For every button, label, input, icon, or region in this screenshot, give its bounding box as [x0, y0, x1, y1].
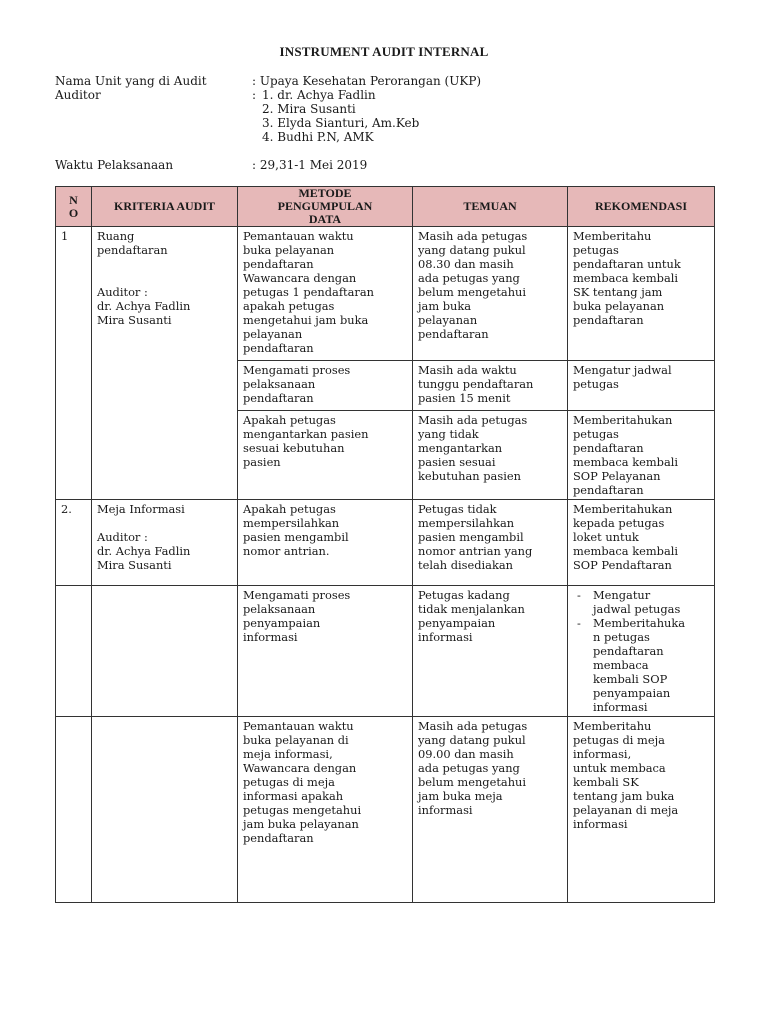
cell-no: [56, 717, 92, 903]
table-row: [56, 586, 715, 717]
waktu-label: Waktu Pelaksanaan: [55, 158, 174, 172]
cell-rekomendasi: Mengatur jadwal petugas: [568, 361, 715, 411]
cell-metode: Pemantauan waktu buka pelayanan pendaftaran Wawancara dengan petugas 1 pendaftaran apakah petugas mengetahui jam buka pelayanan pendaftaran: [238, 227, 413, 361]
cell-metode: Apakah petugas mengantarkan pasien sesuai kebutuhan pasien: [238, 411, 413, 500]
cell-kriteria: [92, 586, 238, 717]
header-no: N O: [56, 187, 92, 227]
cell-temuan: Masih ada petugas yang datang pukul 09.00 dan masih ada petugas yang belum mengetahui jam buka meja informasi: [413, 717, 568, 903]
auditor-item: 2. Mira Susanti: [262, 102, 356, 116]
auditor-item: 1. dr. Achya Fadlin: [262, 88, 376, 102]
cell-metode: Mengamati proses pelaksanaan pendaftaran: [238, 361, 413, 411]
cell-no: 2.: [56, 500, 92, 586]
cell-kriteria: Meja Informasi Auditor : dr. Achya Fadlin Mira Susanti: [92, 500, 238, 586]
unit-label: Nama Unit yang di Audit: [55, 74, 207, 88]
cell-temuan: Masih ada waktu tunggu pendaftaran pasien 15 menit: [413, 361, 568, 411]
cell-rekomendasi: Memberitahukan kepada petugas loket untuk membaca kembali SOP Pendaftaran: [568, 500, 715, 586]
cell-metode: Pemantauan waktu buka pelayanan di meja informasi, Wawancara dengan petugas di meja informasi apakah petugas mengetahui jam buka pelayanan pendaftaran: [238, 717, 413, 903]
unit-value: : Upaya Kesehatan Perorangan (UKP): [252, 74, 482, 88]
auditor-sep: :: [252, 88, 257, 102]
table-row: [56, 717, 715, 903]
table-row: [56, 500, 715, 586]
header-kriteria: KRITERIA AUDIT: [92, 187, 238, 227]
list-item: - Memberitahuka n petugas pendaftaran membaca kembali SOP penyampaian informasi: [593, 616, 709, 714]
cell-no: 1: [56, 227, 92, 500]
header-rekomendasi: REKOMENDASI: [568, 187, 715, 227]
cell-no: [56, 586, 92, 717]
cell-temuan: Petugas tidak mempersilahkan pasien mengambil nomor antrian yang telah disediakan: [413, 500, 568, 586]
audit-table: [55, 186, 715, 903]
cell-metode: Apakah petugas mempersilahkan pasien mengambil nomor antrian.: [238, 500, 413, 586]
auditor-list: [262, 88, 419, 144]
table-row: [56, 227, 715, 361]
auditor-item: 3. Elyda Sianturi, Am.Keb: [262, 116, 420, 130]
waktu-value: : 29,31-1 Mei 2019: [252, 158, 368, 172]
auditor-item: 4. Budhi P.N, AMK: [262, 130, 374, 144]
cell-kriteria: Ruang pendaftaran Auditor : dr. Achya Fadlin Mira Susanti: [92, 227, 238, 500]
header-temuan: TEMUAN: [413, 187, 568, 227]
cell-rekomendasi: Memberitahu petugas pendaftaran untuk membaca kembali SK tentang jam buka pelayanan pendaftaran: [568, 227, 715, 361]
cell-rekomendasi: Memberitahukan petugas pendaftaran membaca kembali SOP Pelayanan pendaftaran: [568, 411, 715, 500]
header-metode: METODE PENGUMPULAN DATA: [238, 187, 413, 227]
rekomendasi-list: [573, 588, 709, 714]
cell-temuan: Petugas kadang tidak menjalankan penyampaian informasi: [413, 586, 568, 717]
document-title: INSTRUMENT AUDIT INTERNAL: [279, 44, 489, 59]
cell-temuan: Masih ada petugas yang tidak mengantarkan pasien sesuai kebutuhan pasien: [413, 411, 568, 500]
auditor-label: Auditor: [55, 88, 101, 102]
table-header-row: [56, 187, 715, 227]
cell-metode: Mengamati proses pelaksanaan penyampaian informasi: [238, 586, 413, 717]
list-item: - Mengatur jadwal petugas: [593, 588, 709, 616]
cell-rekomendasi: Memberitahu petugas di meja informasi, untuk membaca kembali SK tentang jam buka pelayanan di meja informasi: [568, 717, 715, 903]
cell-kriteria: [92, 717, 238, 903]
cell-temuan: Masih ada petugas yang datang pukul 08.30 dan masih ada petugas yang belum mengetahui jam buka pelayanan pendaftaran: [413, 227, 568, 361]
cell-rekomendasi: [568, 586, 715, 717]
